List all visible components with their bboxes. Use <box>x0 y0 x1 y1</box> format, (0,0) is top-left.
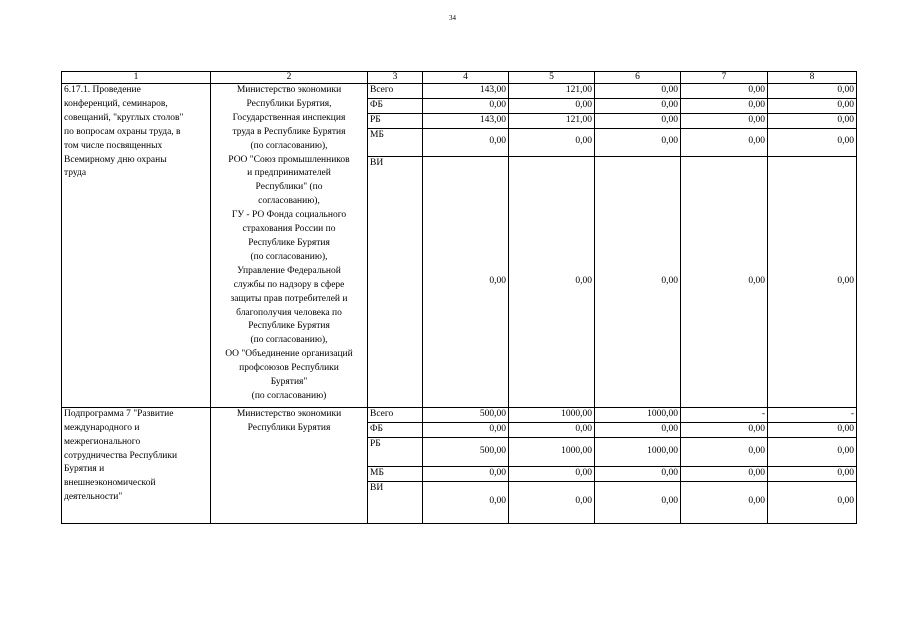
value-cell: 0,00 <box>595 481 681 523</box>
page-number: 34 <box>449 14 456 22</box>
value-cell: 0,00 <box>768 466 857 481</box>
table-row <box>62 407 857 422</box>
funding-source: МБ <box>368 128 423 156</box>
value-cell: 0,00 <box>509 466 595 481</box>
value-cell: 0,00 <box>509 481 595 523</box>
funding-source: ФБ <box>368 99 423 114</box>
value-cell: 0,00 <box>509 99 595 114</box>
header-cell-8: 8 <box>768 72 857 84</box>
value-cell: 0,00 <box>423 481 509 523</box>
value-cell: 0,00 <box>595 128 681 156</box>
funding-source: Всего <box>368 84 423 99</box>
value-cell: 0,00 <box>423 466 509 481</box>
header-cell-6: 6 <box>595 72 681 84</box>
value-cell: 0,00 <box>423 99 509 114</box>
value-cell: 121,00 <box>509 113 595 128</box>
budget-table <box>61 71 857 524</box>
value-cell: 0,00 <box>423 422 509 437</box>
value-cell: 0,00 <box>595 156 681 407</box>
funding-source: РБ <box>368 437 423 466</box>
header-cell-3: 3 <box>368 72 423 84</box>
value-cell: 143,00 <box>423 84 509 99</box>
value-cell: 0,00 <box>595 422 681 437</box>
value-cell: 0,00 <box>595 466 681 481</box>
responsible-executors: Министерство экономики Республики Бурятия <box>211 407 368 523</box>
value-cell: 0,00 <box>681 128 768 156</box>
funding-source: РБ <box>368 113 423 128</box>
value-cell: 0,00 <box>595 99 681 114</box>
value-cell: 1000,00 <box>509 437 595 466</box>
value-cell: 0,00 <box>509 422 595 437</box>
funding-source: Всего <box>368 407 423 422</box>
value-cell: 0,00 <box>681 437 768 466</box>
value-cell: - <box>681 407 768 422</box>
header-row <box>62 72 857 84</box>
value-cell: 0,00 <box>509 128 595 156</box>
header-cell-4: 4 <box>423 72 509 84</box>
activity-description: 6.17.1. Проведение конференций, семинаров, совещаний, "круглых столов" по вопросам охраны труда, в том числе посвященных Всемирному дню охраны труда <box>62 84 211 408</box>
header-cell-2: 2 <box>211 72 368 84</box>
value-cell: - <box>768 407 857 422</box>
value-cell: 0,00 <box>595 113 681 128</box>
value-cell: 0,00 <box>768 84 857 99</box>
value-cell: 500,00 <box>423 407 509 422</box>
value-cell: 0,00 <box>768 437 857 466</box>
value-cell: 1000,00 <box>595 437 681 466</box>
funding-source: ФБ <box>368 422 423 437</box>
funding-source: ВИ <box>368 481 423 523</box>
funding-source: ВИ <box>368 156 423 407</box>
value-cell: 0,00 <box>595 84 681 99</box>
value-cell: 0,00 <box>681 113 768 128</box>
value-cell: 500,00 <box>423 437 509 466</box>
value-cell: 1000,00 <box>595 407 681 422</box>
value-cell: 0,00 <box>681 481 768 523</box>
value-cell: 0,00 <box>681 422 768 437</box>
header-cell-7: 7 <box>681 72 768 84</box>
header-cell-1: 1 <box>62 72 211 84</box>
funding-source: МБ <box>368 466 423 481</box>
responsible-executors: Министерство экономики Республики Бурятия, Государственная инспекция труда в Республике Бурятия (по согласованию), РОО "Союз промышленников и предпринимателей Республики" (по согласованию), ГУ - РО Фонда социального страхования России по Республике Бурятия (по согласованию), Управление Федеральной службы по надзору в сфере защиты прав потребителей и благополучия человека по Республике Бурятия (по согласованию), ОО "Объединение организаций профсоюзов Республики Бурятия" (по согласованию) <box>211 84 368 408</box>
value-cell: 0,00 <box>768 113 857 128</box>
value-cell: 0,00 <box>681 84 768 99</box>
subprogram-description: Подпрограмма 7 "Развитие международного и межрегионального сотрудничества Республики Бурятия и внешнеэкономической деятельности" <box>62 407 211 523</box>
value-cell: 0,00 <box>768 156 857 407</box>
value-cell: 0,00 <box>681 99 768 114</box>
value-cell: 143,00 <box>423 113 509 128</box>
value-cell: 0,00 <box>423 156 509 407</box>
value-cell: 0,00 <box>509 156 595 407</box>
value-cell: 0,00 <box>423 128 509 156</box>
table-row <box>62 84 857 99</box>
value-cell: 1000,00 <box>509 407 595 422</box>
value-cell: 0,00 <box>681 156 768 407</box>
value-cell: 121,00 <box>509 84 595 99</box>
value-cell: 0,00 <box>768 422 857 437</box>
value-cell: 0,00 <box>768 99 857 114</box>
value-cell: 0,00 <box>768 128 857 156</box>
header-cell-5: 5 <box>509 72 595 84</box>
value-cell: 0,00 <box>768 481 857 523</box>
value-cell: 0,00 <box>681 466 768 481</box>
